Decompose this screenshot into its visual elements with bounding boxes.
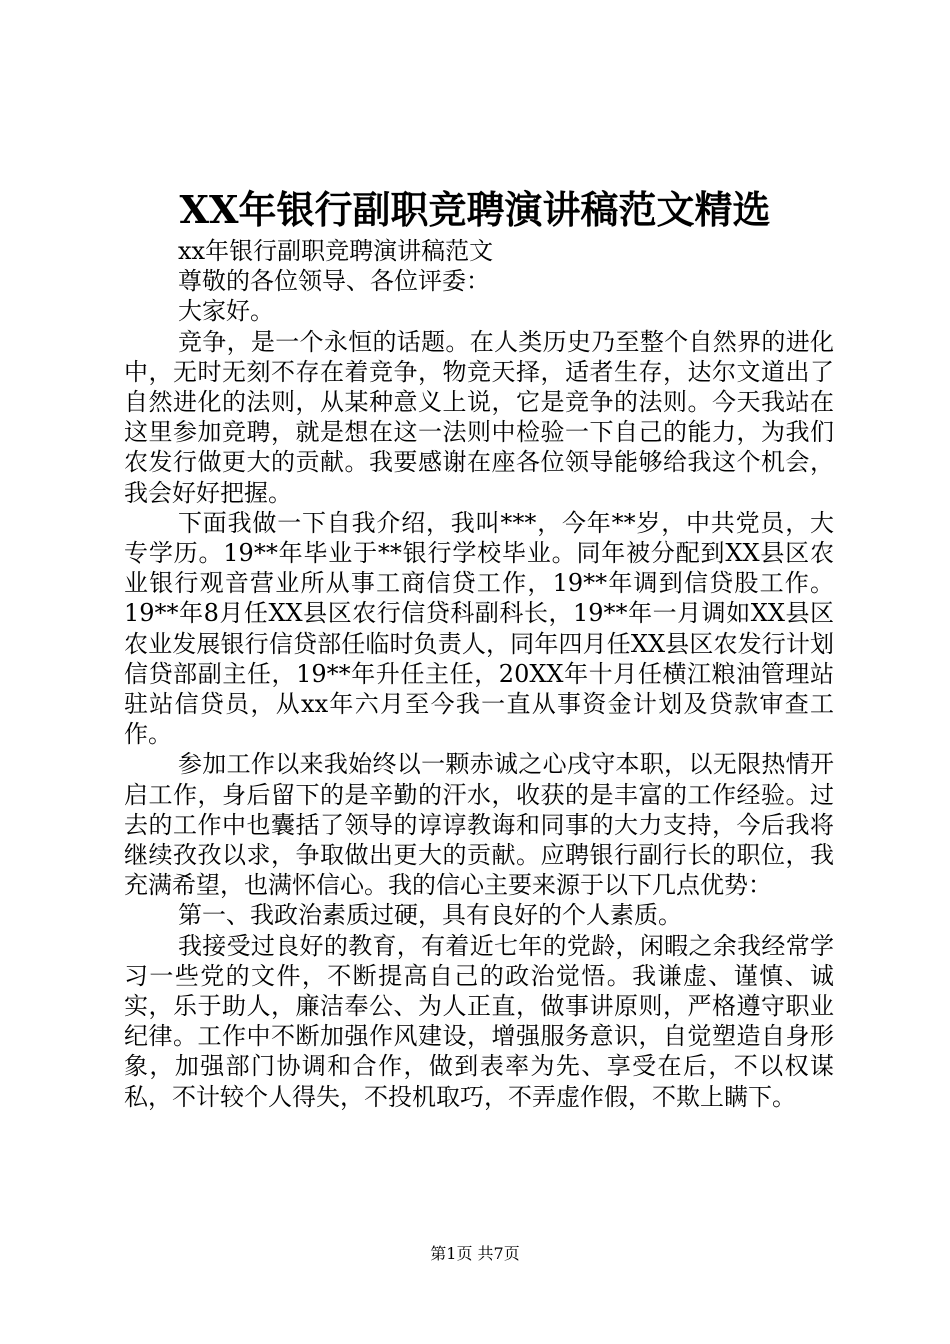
subtitle-paragraph: xx年银行副职竞聘演讲稿范文 — [178, 237, 494, 265]
body-paragraph: 竞争，是一个永恒的话题。在人类历史乃至整个自然界的进化中，无时无刻不存在着竞争，物竞天择，适者生存，达尔文道出了自然进化的法则，从某种意义上说，它是竞争的法则。今天我站在这里参加竞聘，就是想在这一法则中检验一下自己的能力，为我们农发行做更大的贡献。我要感谢在座各位领导能够给我这个机会，我会好好把握。 — [124, 327, 834, 507]
body-paragraph: 参加工作以来我始终以一颗赤诚之心戌守本职，以无限热情开启工作，身后留下的是辛勤的汗水，收获的是丰富的工作经验。过去的工作中也囊括了领导的谆谆教诲和同事的大力支持，今后我将继续孜孜以求，争取做出更大的贡献。应聘银行副行长的职位，我充满希望，也满怀信心。我的信心主要来源于以下几点优势： — [124, 750, 834, 900]
document-body — [124, 236, 834, 1112]
body-paragraph: 我接受过良好的教育，有着近七年的党龄，闲暇之余我经常学习一些党的文件，不断提高自己的政治觉悟。我谦虚、谨慎、诚实，乐于助人，廉洁奉公、为人正直，做事讲原则，严格遵守职业纪律。工作中不断加强作风建设，增强服务意识，自觉塑造自身形象，加强部门协调和合作，做到表率为先、享受在后，不以权谋私，不计较个人得失，不投机取巧，不弄虚作假，不欺上瞒下。 — [124, 931, 834, 1111]
page-footer: 第1页 共7页 — [430, 1244, 520, 1263]
salutation-paragraph: 尊敬的各位领导、各位评委： — [178, 267, 490, 296]
body-paragraph: 下面我做一下自我介绍，我叫***，今年**岁，中共党员，大专学历。19**年毕业于**银行学校毕业。同年被分配到XX县区农业银行观音营业所从事工商信贷工作，19**年调到信贷股工作。19**年8月任XX县区农行信贷科副科长，19**年一月调如XX县区农业发展银行信贷部任临时负责人，同年四月任XX县区农发行计划信贷部副主任，19**年升任主任，20XX年十月任横江粮油管理站驻站信贷员，从xx年六月至今我一直从事资金计划及贷款审查工作。 — [124, 508, 834, 749]
greeting-paragraph: 大家好。 — [178, 297, 274, 326]
section-heading-paragraph: 第一、我政治素质过硬，具有良好的个人素质。 — [178, 901, 682, 930]
document-title: XX年银行副职竞聘演讲稿范文精选 — [179, 187, 771, 232]
